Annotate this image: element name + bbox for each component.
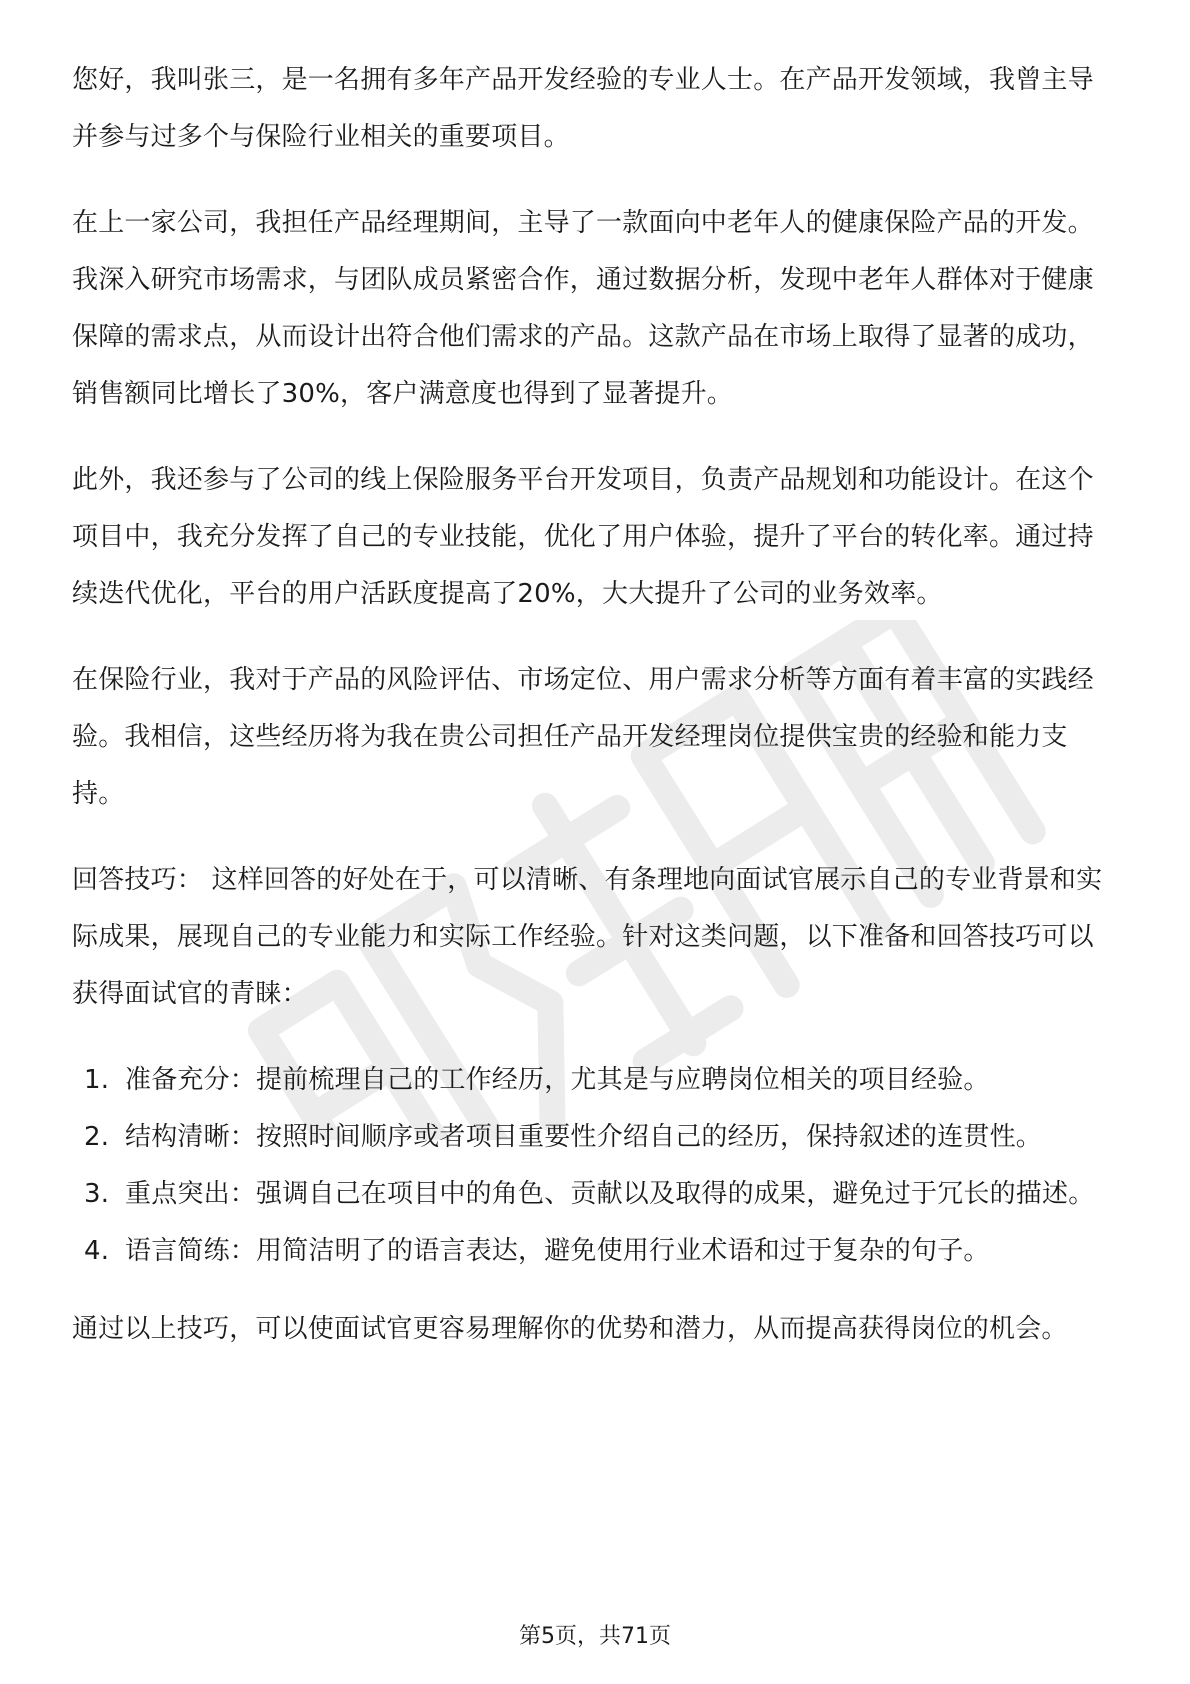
page-footer: 第5页，共71页 xyxy=(519,1624,671,1649)
list-item xyxy=(72,1052,1118,1109)
list-item xyxy=(72,1109,1118,1166)
paragraph-intro: 您好，我叫张三，是一名拥有多年产品开发经验的专业人士。在产品开发领域，我曾主导并参与过多个与保险行业相关的重要项目。 xyxy=(72,65,1094,152)
list-item xyxy=(72,1166,1118,1223)
paragraph-previous-company: 在上一家公司，我担任产品经理期间，主导了一款面向中老年人的健康保险产品的开发。我深入研究市场需求，与团队成员紧密合作，通过数据分析，发现中老年人群体对于健康保障的需求点，从而设计出符合他们需求的产品。这款产品在市场上取得了显著的成功，销售额同比增长了30%，客户满意度也得到了显著提升。 xyxy=(72,208,1094,409)
list-item-text: 准备充分：提前梳理自己的工作经历，尤其是与应聘岗位相关的项目经验。 xyxy=(125,1065,990,1095)
paragraph-online-platform: 此外，我还参与了公司的线上保险服务平台开发项目，负责产品规划和功能设计。在这个项目中，我充分发挥了自己的专业技能，优化了用户体验，提升了平台的转化率。通过持续迭代优化，平台的用户活跃度提高了20%，大大提升了公司的业务效率。 xyxy=(72,465,1094,609)
list-item xyxy=(72,1223,1118,1280)
paragraph-answer-tips: 回答技巧： 这样回答的好处在于，可以清晰、有条理地向面试官展示自己的专业背景和实际成果，展现自己的专业能力和实际工作经验。针对这类问题，以下准备和回答技巧可以获得面试官的青睐： xyxy=(72,865,1103,1009)
list-item-text: 语言简练：用简洁明了的语言表达，避免使用行业术语和过于复杂的句子。 xyxy=(125,1236,990,1266)
paragraph-closing: 通过以上技巧，可以使面试官更容易理解你的优势和潜力，从而提高获得岗位的机会。 xyxy=(72,1314,1068,1344)
document-body xyxy=(72,52,1118,1387)
paragraph-industry-experience: 在保险行业，我对于产品的风险评估、市场定位、用户需求分析等方面有着丰富的实践经验。我相信，这些经历将为我在贵公司担任产品开发经理岗位提供宝贵的经验和能力支持。 xyxy=(72,665,1094,809)
list-item-number: 4. xyxy=(84,1236,110,1266)
list-item-text: 重点突出：强调自己在项目中的角色、贡献以及取得的成果，避免过于冗长的描述。 xyxy=(125,1179,1095,1209)
list-item-text: 结构清晰：按照时间顺序或者项目重要性介绍自己的经历，保持叙述的连贯性。 xyxy=(125,1122,1043,1152)
list-item-number: 1. xyxy=(84,1065,110,1095)
tips-list xyxy=(72,1052,1118,1280)
list-item-number: 2. xyxy=(84,1122,110,1152)
list-item-number: 3. xyxy=(84,1179,110,1209)
